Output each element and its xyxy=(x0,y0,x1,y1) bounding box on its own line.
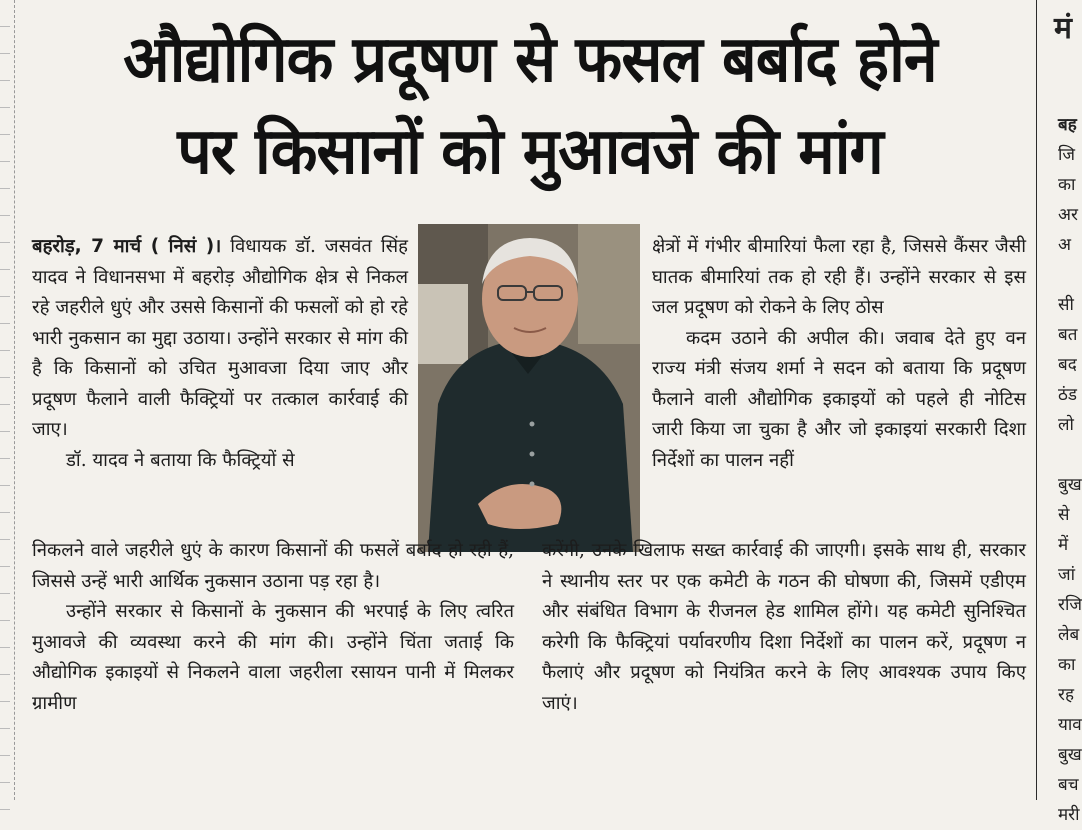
adjacent-text-line: जां xyxy=(1058,565,1076,585)
paragraph-1-text: विधायक डॉ. जसवंत सिंह यादव ने विधानसभा में बहरोड़ औद्योगिक क्षेत्र से निकल रहे जहरीले धुएं और उससे किसानों की फसलों को हो रहे भारी नुकसान का मुद्दा उठाया। उन्होंने सरकार से मांग की है कि किसानों को उचित मुआवजा दिया जाए और प्रदूषण फैलाने वाली फैक्ट्रियों पर तत्काल कार्रवाई की जाए। xyxy=(32,236,408,440)
adjacent-text-line: में xyxy=(1058,535,1069,555)
adjacent-article-sliver xyxy=(1044,0,1082,825)
photo-illustration xyxy=(418,224,640,552)
adjacent-text-line: बत xyxy=(1058,325,1078,345)
article-paragraph-3-end: क्षेत्रों में गंभीर बीमारियां फैला रहा है, जिससे कैंसर जैसी घातक बीमारियां तक हो रही हैं। उन्होंने सरकार से इस जल प्रदूषण को रोकने के लिए ठोस xyxy=(652,236,1026,318)
adjacent-text-line: याव xyxy=(1058,715,1082,735)
lower-right-column xyxy=(542,536,1026,719)
adjacent-text-line: बुख xyxy=(1058,745,1082,765)
article-column-1 xyxy=(32,232,408,476)
adjacent-text-line: लेब xyxy=(1058,625,1080,645)
headline xyxy=(55,14,1005,198)
column-divider xyxy=(1036,0,1037,800)
adjacent-text-line: बुख xyxy=(1058,475,1082,495)
article-column-2 xyxy=(652,232,1026,476)
adjacent-text-line: बच xyxy=(1058,775,1079,795)
adjacent-text-line: से xyxy=(1058,505,1070,525)
adjacent-headline-fragment: मं xyxy=(1054,11,1072,46)
adjacent-text-line: का xyxy=(1058,175,1076,195)
adjacent-text-line: लो xyxy=(1058,415,1074,435)
adjacent-text-line: बद xyxy=(1058,355,1077,375)
article-paragraph-1 xyxy=(32,232,408,446)
adjacent-text-line: जि xyxy=(1058,145,1076,165)
article-paragraph-4-rest: करेंगी, उनके खिलाफ सख्त कार्रवाई की जाएगी। इसके साथ ही, सरकार ने स्थानीय स्तर पर एक कमेटी के गठन की घोषणा की, जिसमें एडीएम और संबंधित विभाग के रीजनल हेड शामिल होंगे। यह कमेटी सुनिश्चित करेगी कि फैक्ट्रियां पर्यावरणीय दिशा निर्देशों का पालन करें, प्रदूषण न फैलाएं और प्रदूषण को नियंत्रित करने के लिए आवश्यक उपाय किए जाएं। xyxy=(542,540,1026,714)
politician-speaking-photo xyxy=(418,224,640,552)
adjacent-text-line: सी xyxy=(1058,295,1074,315)
adjacent-text-line: रह xyxy=(1058,685,1074,705)
headline-line-2: पर किसानों को मुआवजे की मांग xyxy=(177,115,883,189)
article-paragraph-2-start: डॉ. यादव ने बताया कि फैक्ट्रियों से xyxy=(66,449,295,471)
headline-line-1: औद्योगिक प्रदूषण से फसल बर्बाद होने xyxy=(123,23,937,97)
adjacent-text-line: ठंड xyxy=(1058,385,1077,405)
adjacent-text-line: मरी xyxy=(1058,805,1080,825)
article-paragraph-2-rest: निकलने वाले जहरीले धुएं के कारण किसानों की फसलें बर्बाद हो रही हैं, जिससे उन्हें भारी आर्थिक नुकसान उठाना पड़ रहा है। xyxy=(32,540,514,592)
adjacent-text-line: अर xyxy=(1058,205,1078,225)
adjacent-text-line: बह xyxy=(1058,115,1077,135)
left-margin-rule xyxy=(0,0,15,800)
adjacent-text-line xyxy=(1058,440,1082,470)
adjacent-text-fragments xyxy=(1058,110,1082,830)
article-paragraph-3: उन्होंने सरकार से किसानों के नुकसान की भरपाई के लिए त्वरित मुआवजे की व्यवस्था करने की मांग की। उन्होंने चिंता जताई कि औद्योगिक इकाइयों से निकलने वाला जहरीला रसायन पानी में मिलकर ग्रामीण xyxy=(32,601,514,714)
adjacent-text-line: अ xyxy=(1058,235,1071,255)
adjacent-text-line: का xyxy=(1058,655,1076,675)
adjacent-text-line xyxy=(1058,260,1082,290)
article-paragraph-4: कदम उठाने की अपील की। जवाब देते हुए वन राज्य मंत्री संजय शर्मा ने सदन को बताया कि प्रदूषण फैलाने वाली औद्योगिक इकाइयों को पहले ही नोटिस जारी किया जा चुका है और जो इकाइयां सरकारी दिशा निर्देशों का पालन नहीं xyxy=(652,327,1026,471)
lower-left-column xyxy=(32,536,514,719)
adjacent-text-line: रजि xyxy=(1058,595,1082,615)
dateline: बहरोड़, 7 मार्च ( निसं )। xyxy=(32,236,222,257)
